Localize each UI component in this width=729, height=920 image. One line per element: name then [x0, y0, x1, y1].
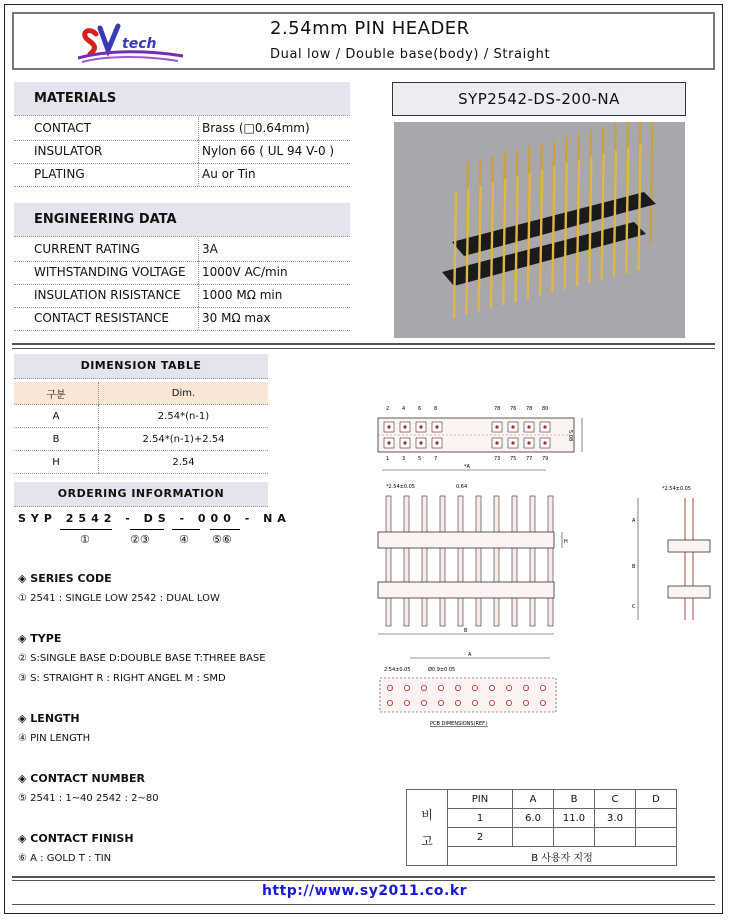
hole-icon — [523, 685, 528, 690]
table-row — [14, 451, 268, 474]
prop-key: CONTACT RESISTANCE — [34, 311, 169, 325]
pin-icon — [440, 496, 445, 626]
dimension-table — [14, 382, 268, 474]
pin-dot-icon — [403, 425, 406, 428]
table-cell: H — [14, 451, 99, 474]
pin-dot-icon — [387, 425, 390, 428]
table-cell: B 사용자 지정 — [448, 847, 677, 866]
contact-finish-heading: ◈ CONTACT FINISH — [18, 832, 134, 845]
table-cell: 1 — [448, 809, 513, 828]
dim-label: B — [464, 628, 468, 634]
prop-value: 1000V AC/min — [198, 261, 288, 284]
dimension-table-heading: DIMENSION TABLE — [14, 354, 268, 379]
engineering-heading: ENGINEERING DATA — [14, 203, 350, 237]
pin-dot-icon — [403, 441, 406, 444]
hole-icon — [506, 700, 511, 705]
materials-row — [14, 117, 350, 141]
header-cell: D — [636, 790, 677, 809]
header-cell: PIN — [448, 790, 513, 809]
product-photo — [394, 122, 685, 338]
dim-label: 5.08 — [567, 430, 573, 442]
table-cell — [636, 809, 677, 828]
prop-key: WITHSTANDING VOLTAGE — [34, 265, 186, 279]
dim-label: *A — [464, 464, 470, 470]
pin-dot-icon — [435, 425, 438, 428]
notes-label-1: 비 — [421, 807, 433, 822]
table-cell: 11.0 — [554, 809, 595, 828]
table-cell — [595, 828, 636, 847]
table-row — [407, 790, 677, 809]
pin-icon — [494, 496, 499, 626]
table-cell — [513, 828, 554, 847]
pin-dot-icon — [387, 441, 390, 444]
pin-number: 80 — [542, 406, 549, 412]
prop-value: 30 MΩ max — [198, 307, 271, 330]
hole-icon — [540, 685, 545, 690]
divider — [12, 876, 715, 878]
hole-icon — [455, 700, 460, 705]
materials-row — [14, 163, 350, 187]
pcb-caption: PCB DIMENSIONS(REF.) — [430, 721, 488, 727]
dim-label: *2.54±0.05 — [386, 484, 415, 490]
pin-icon — [386, 496, 391, 626]
pin-icon — [476, 496, 481, 626]
hole-icon — [489, 685, 494, 690]
notes-label — [407, 790, 448, 866]
materials-heading: MATERIALS — [14, 82, 350, 116]
prop-value: 3A — [198, 238, 218, 261]
prop-key: PLATING — [34, 167, 85, 181]
hole-icon — [404, 700, 409, 705]
table-cell: 6.0 — [513, 809, 554, 828]
prop-value: Nylon 66 ( UL 94 V-0 ) — [198, 140, 334, 163]
pin-dot-icon — [527, 441, 530, 444]
table-row — [14, 428, 268, 451]
pin-number: 7 — [434, 456, 438, 462]
table-cell — [554, 828, 595, 847]
divider — [12, 904, 715, 905]
header-cell: A — [513, 790, 554, 809]
engineering-row — [14, 284, 350, 308]
underline — [60, 529, 112, 530]
header-cell: C — [595, 790, 636, 809]
pin-dot-icon — [419, 425, 422, 428]
table-cell: 2.54 — [99, 451, 269, 474]
ordering-marker: ⑤⑥ — [212, 533, 232, 546]
spec-line: ④ PIN LENGTH — [18, 733, 91, 744]
table-cell — [636, 828, 677, 847]
pin-dot-icon — [527, 425, 530, 428]
engineering-row — [14, 238, 350, 262]
hole-icon — [421, 700, 426, 705]
pin-number: 2 — [386, 406, 390, 412]
series-code-heading: ◈ SERIES CODE — [18, 572, 112, 585]
dim-label: C — [632, 604, 636, 610]
part-number: SYP2542-DS-200-NA — [392, 82, 686, 116]
pin-number: 77 — [526, 456, 533, 462]
prop-key: INSULATION RISISTANCE — [34, 288, 181, 302]
spec-line: ② S:SINGLE BASE D:DOUBLE BASE T:THREE BASE — [18, 653, 266, 664]
pin-icon — [512, 496, 517, 626]
pin-icon — [422, 496, 427, 626]
pin-icon — [458, 496, 463, 626]
length-heading: ◈ LENGTH — [18, 712, 80, 725]
table-row — [407, 828, 677, 847]
hole-icon — [455, 685, 460, 690]
pin-number: 4 — [402, 406, 406, 412]
dim-label: A — [468, 652, 472, 658]
pcb-view — [380, 652, 556, 727]
header-cell: Dim. — [99, 382, 269, 405]
dim-label: *2.54±0.05 — [662, 486, 691, 492]
ordering-marker: ① — [80, 533, 90, 546]
header-cell: B — [554, 790, 595, 809]
table-cell: 2 — [448, 828, 513, 847]
top-view — [378, 406, 582, 462]
table-row — [14, 405, 268, 428]
hole-icon — [387, 700, 392, 705]
pin-dot-icon — [435, 441, 438, 444]
spec-line: ① 2541 : SINGLE LOW 2542 : DUAL LOW — [18, 593, 220, 604]
type-heading: ◈ TYPE — [18, 632, 62, 645]
divider — [12, 343, 715, 345]
pin-number: 78 — [526, 406, 533, 412]
ordering-code: SYP 2542 - DS - 000 - NA — [18, 512, 291, 525]
dim-label: B — [632, 564, 636, 570]
logo-text: tech — [122, 36, 157, 52]
pin-icon — [548, 496, 553, 626]
pin-dot-icon — [495, 425, 498, 428]
hole-icon — [438, 700, 443, 705]
page-subtitle: Dual low / Double base(body) / Straight — [270, 47, 551, 62]
pin-dot-icon — [511, 425, 514, 428]
table-row — [407, 847, 677, 866]
underline — [172, 529, 200, 530]
hole-icon — [506, 685, 511, 690]
dim-label: H — [564, 539, 568, 545]
prop-value: Au or Tin — [198, 163, 256, 186]
pin-icon — [404, 496, 409, 626]
notes-label-2: 고 — [421, 833, 433, 848]
ordering-heading: ORDERING INFORMATION — [14, 482, 268, 507]
pin-number: 1 — [386, 456, 390, 462]
divider — [12, 880, 715, 881]
ordering-marker: ④ — [179, 533, 189, 546]
hole-icon — [472, 685, 477, 690]
pin-dot-icon — [543, 441, 546, 444]
side-view — [632, 486, 710, 620]
pin-dot-icon — [495, 441, 498, 444]
ordering-marker: ②③ — [130, 533, 150, 546]
spec-line: ⑤ 2541 : 1~40 2542 : 2~80 — [18, 793, 159, 804]
hole-icon — [472, 700, 477, 705]
dim-label: 2.54±0.05 — [384, 667, 411, 673]
materials-row — [14, 140, 350, 164]
hole-icon — [523, 700, 528, 705]
table-cell: 3.0 — [595, 809, 636, 828]
pin-number: 76 — [510, 406, 517, 412]
prop-key: INSULATOR — [34, 144, 103, 158]
hole-icon — [404, 685, 409, 690]
sy-tech-logo — [78, 20, 188, 64]
table-row — [407, 809, 677, 828]
hole-icon — [387, 685, 392, 690]
spec-line: ⑥ A : GOLD T : TIN — [18, 853, 112, 864]
table-cell: 2.54*(n-1)+2.54 — [99, 428, 269, 451]
notes-table — [406, 789, 677, 866]
pin-dot-icon — [543, 425, 546, 428]
table-cell: B — [14, 428, 99, 451]
divider — [12, 348, 715, 349]
pin-icon — [530, 496, 535, 626]
engineering-row — [14, 261, 350, 285]
header-cell: 구분 — [14, 382, 99, 405]
hole-icon — [421, 685, 426, 690]
pin-number: 6 — [418, 406, 422, 412]
technical-drawing — [372, 392, 717, 732]
prop-key: CURRENT RATING — [34, 242, 140, 256]
pin-number: 79 — [542, 456, 549, 462]
engineering-row — [14, 307, 350, 331]
pin-number: 8 — [434, 406, 438, 412]
prop-key: CONTACT — [34, 121, 91, 135]
hole-icon — [540, 700, 545, 705]
pin-number: 73 — [494, 456, 501, 462]
pin-dot-icon — [511, 441, 514, 444]
front-view — [378, 464, 568, 634]
dim-label: Ø0.9±0.05 — [428, 667, 456, 673]
prop-value: Brass (□0.64mm) — [198, 117, 310, 140]
footer-url-link[interactable]: http://www.sy2011.co.kr — [261, 883, 468, 899]
pin-number: 3 — [402, 456, 406, 462]
hole-icon — [438, 685, 443, 690]
spec-line: ③ S: STRAIGHT R : RIGHT ANGEL M : SMD — [18, 673, 226, 684]
underline — [130, 529, 164, 530]
pin-number: 5 — [418, 456, 422, 462]
page-title: 2.54mm PIN HEADER — [270, 18, 470, 39]
underline — [210, 529, 240, 530]
table-cell: 2.54*(n-1) — [99, 405, 269, 428]
pin-number: 75 — [510, 456, 517, 462]
pin-number: 78 — [494, 406, 501, 412]
pin-dot-icon — [419, 441, 422, 444]
prop-value: 1000 MΩ min — [198, 284, 282, 307]
dim-label: 0.64 — [456, 484, 468, 490]
table-cell: A — [14, 405, 99, 428]
dim-label: A — [632, 518, 636, 524]
hole-icon — [489, 700, 494, 705]
contact-number-heading: ◈ CONTACT NUMBER — [18, 772, 145, 785]
table-header-row — [14, 382, 268, 405]
